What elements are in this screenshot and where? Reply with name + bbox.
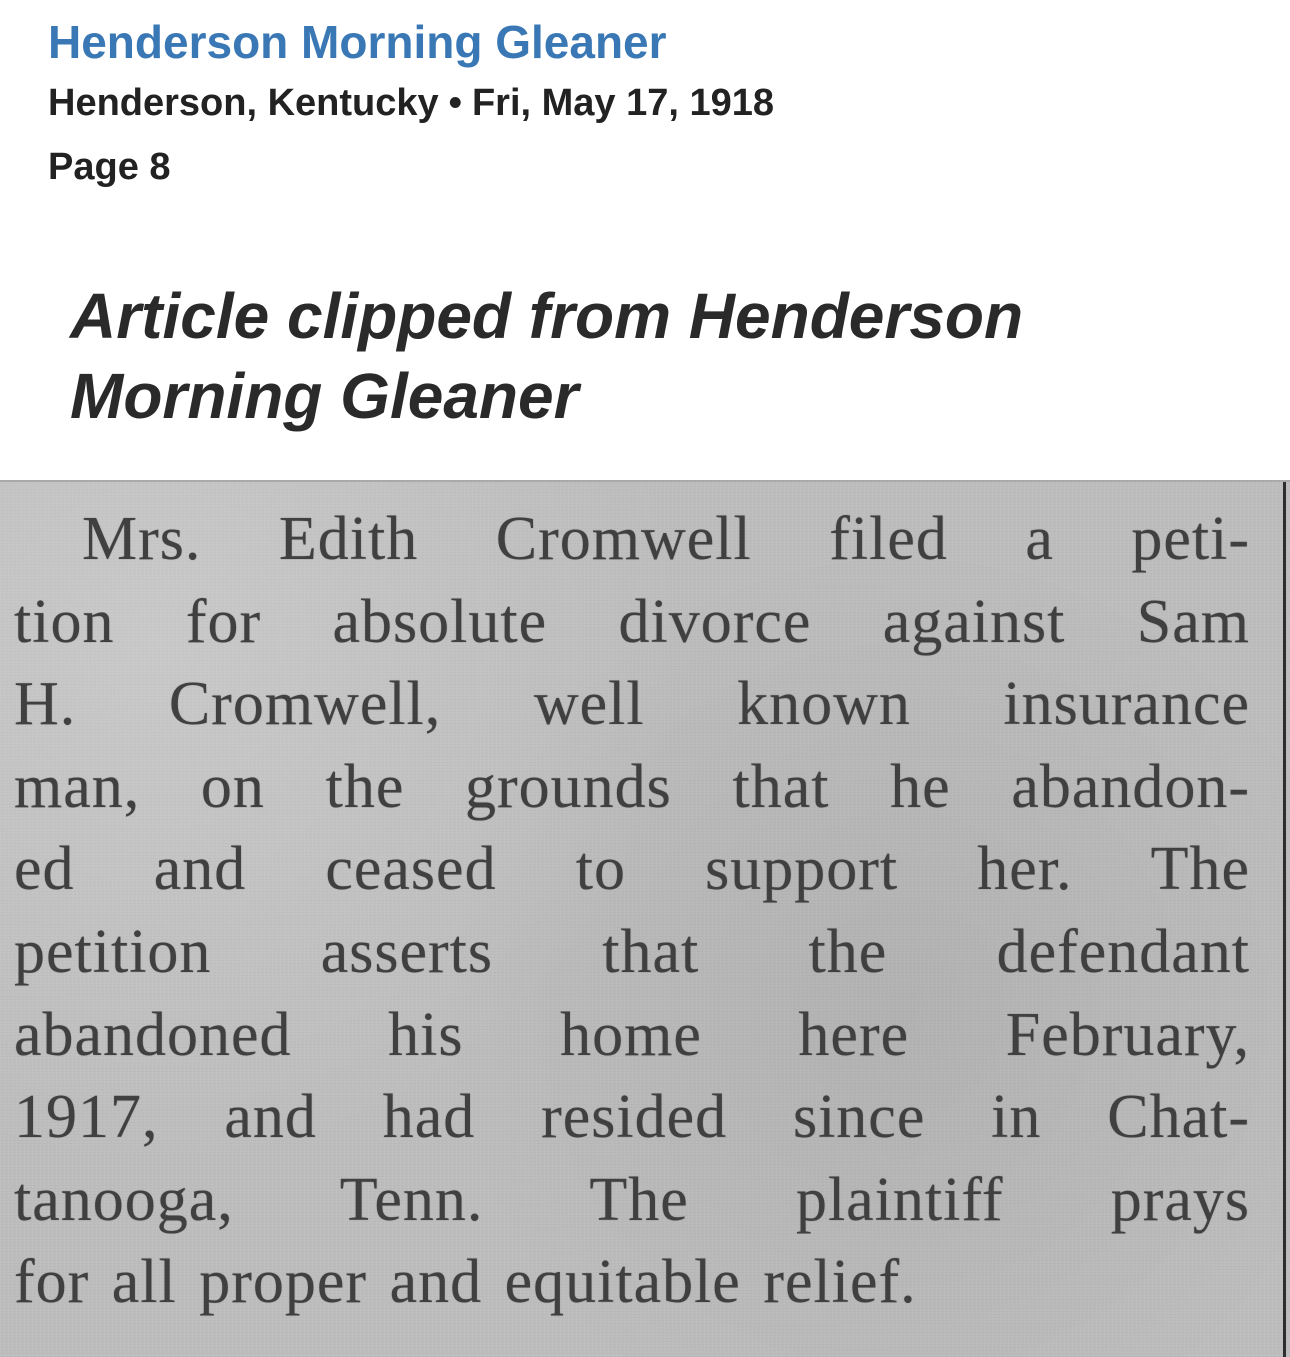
page-number[interactable]: Page 8: [48, 146, 171, 188]
article-line: abandoned his home here February,: [14, 1000, 1250, 1069]
publication-date: Fri, May 17, 1918: [471, 82, 775, 124]
article-line: tanooga, Tenn. The plaintiff prays: [14, 1165, 1250, 1234]
clipping-header: [48, 14, 1248, 190]
newspaper-clipping-image: [0, 480, 1290, 1357]
clip-heading: Article clipped from Henderson Morning Gleaner: [70, 280, 1024, 432]
article-line: Mrs. Edith Cromwell filed a peti-: [82, 505, 1250, 573]
article-line: H. Cromwell, well known insurance: [14, 670, 1250, 739]
column-divider: [1283, 482, 1286, 1357]
article-line: man, on the grounds that he abandon-: [14, 752, 1250, 821]
publication-location: Henderson, Kentucky: [48, 82, 439, 124]
article-line: 1917, and had resided since in Chat-: [14, 1083, 1250, 1152]
article-text: [14, 498, 1250, 1324]
separator-dot: •: [448, 82, 462, 124]
newspaper-title[interactable]: Henderson Morning Gleaner: [48, 16, 667, 68]
publication-info: [48, 80, 1248, 126]
article-line: ed and ceased to support her. The: [14, 835, 1250, 904]
article-line: for all proper and equitable relief.: [14, 1248, 917, 1317]
article-line: tion for absolute divorce against Sam: [14, 587, 1250, 656]
article-line: petition asserts that the defendant: [14, 917, 1250, 986]
